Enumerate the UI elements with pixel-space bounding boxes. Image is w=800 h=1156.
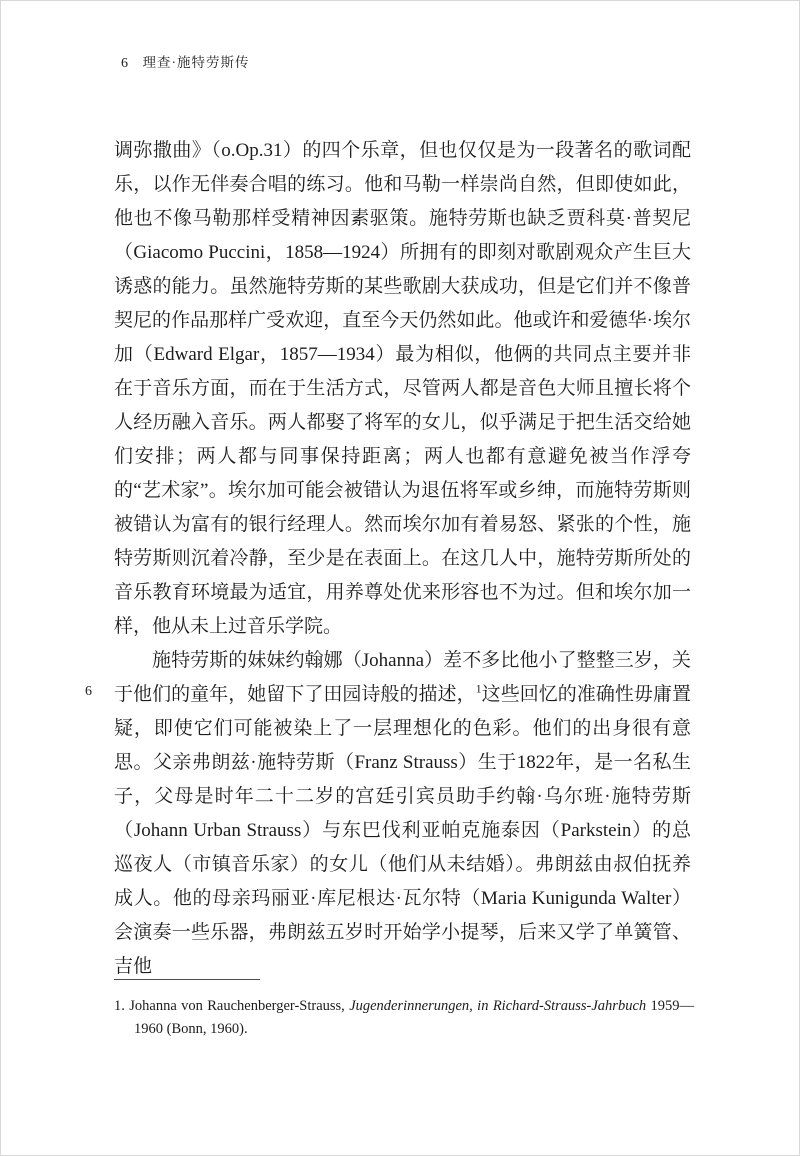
header-running-title: 理查·施特劳斯传: [142, 55, 250, 70]
header-page-number: 6: [121, 56, 129, 71]
body-text: [114, 134, 691, 984]
margin-page-number: 6: [85, 684, 92, 699]
paragraph-2: [114, 644, 691, 984]
footnote-text: [114, 995, 694, 1041]
footnote-reference: 1: [475, 681, 482, 696]
footnote-area: [114, 979, 694, 1041]
page-header: [121, 51, 250, 72]
footnote-citation-lead: 1. Johanna von Rauchenberger-Strauss,: [114, 998, 350, 1014]
footnote-citation-tail: 1959—1960 (Bonn, 1960).: [134, 998, 695, 1037]
paragraph-2-text-before: 施特劳斯的妹妹约翰娜（Johanna）差不多比他小了整整三岁，关于他们的童年，她留下了田园诗般的描述，: [114, 650, 691, 705]
paragraph-1: 调弥撒曲》（o.Op.31）的四个乐章，但也仅仅是为一段著名的歌词配乐，以作无伴奏合唱的练习。他和马勒一样崇尚自然，但即使如此，他也不像马勒那样受精神因素驱策。施特劳斯也缺乏贾科莫·普契尼（Giacomo Puccini，1858—1924）所拥有的即刻对歌剧观众产生巨大诱惑的能力。虽然施特劳斯的某些歌剧大获成功，但是它们并不像普契尼的作品那样广受欢迎，直至今天仍然如此。他或许和爱德华·埃尔加（Edward Elgar，1857—1934）最为相似，他俩的共同点主要并非在于音乐方面，而在于生活方式，尽管两人都是音色大师且擅长将个人经历融入音乐。两人都娶了将军的女儿，似乎满足于把生活交给她们安排；两人都与同事保持距离；两人也都有意避免被当作浮夸的“艺术家”。埃尔加可能会被错认为退伍将军或乡绅，而施特劳斯则被错认为富有的银行经理人。然而埃尔加有着易怒、紧张的个性，施特劳斯则沉着冷静，至少是在表面上。在这几人中，施特劳斯所处的音乐教育环境最为适宜，用养尊处优来形容也不为过。但和埃尔加一样，他从未上过音乐学院。: [114, 140, 691, 637]
footnote-citation-title: Jugenderinnerungen, in Richard-Strauss-Jahrbuch: [349, 998, 647, 1014]
footnote-rule: [114, 979, 260, 980]
paragraph-2-text-after: 这些回忆的准确性毋庸置疑，即使它们可能被染上了一层理想化的色彩。他们的出身很有意思。父亲弗朗兹·施特劳斯（Franz Strauss）生于1822年，是一名私生子，父母是时年二十二岁的宫廷引宾员助手约翰·乌尔班·施特劳斯（Johann Urban Strauss）与东巴伐利亚帕克施泰因（Parkstein）的总巡夜人（市镇音乐家）的女儿（他们从未结婚）。弗朗兹由叔伯抚养成人。他的母亲玛丽亚·库尼根达·瓦尔特（Maria Kunigunda Walter）会演奏一些乐器，弗朗兹五岁时开始学小提琴，后来又学了单簧管、吉他: [114, 684, 691, 977]
